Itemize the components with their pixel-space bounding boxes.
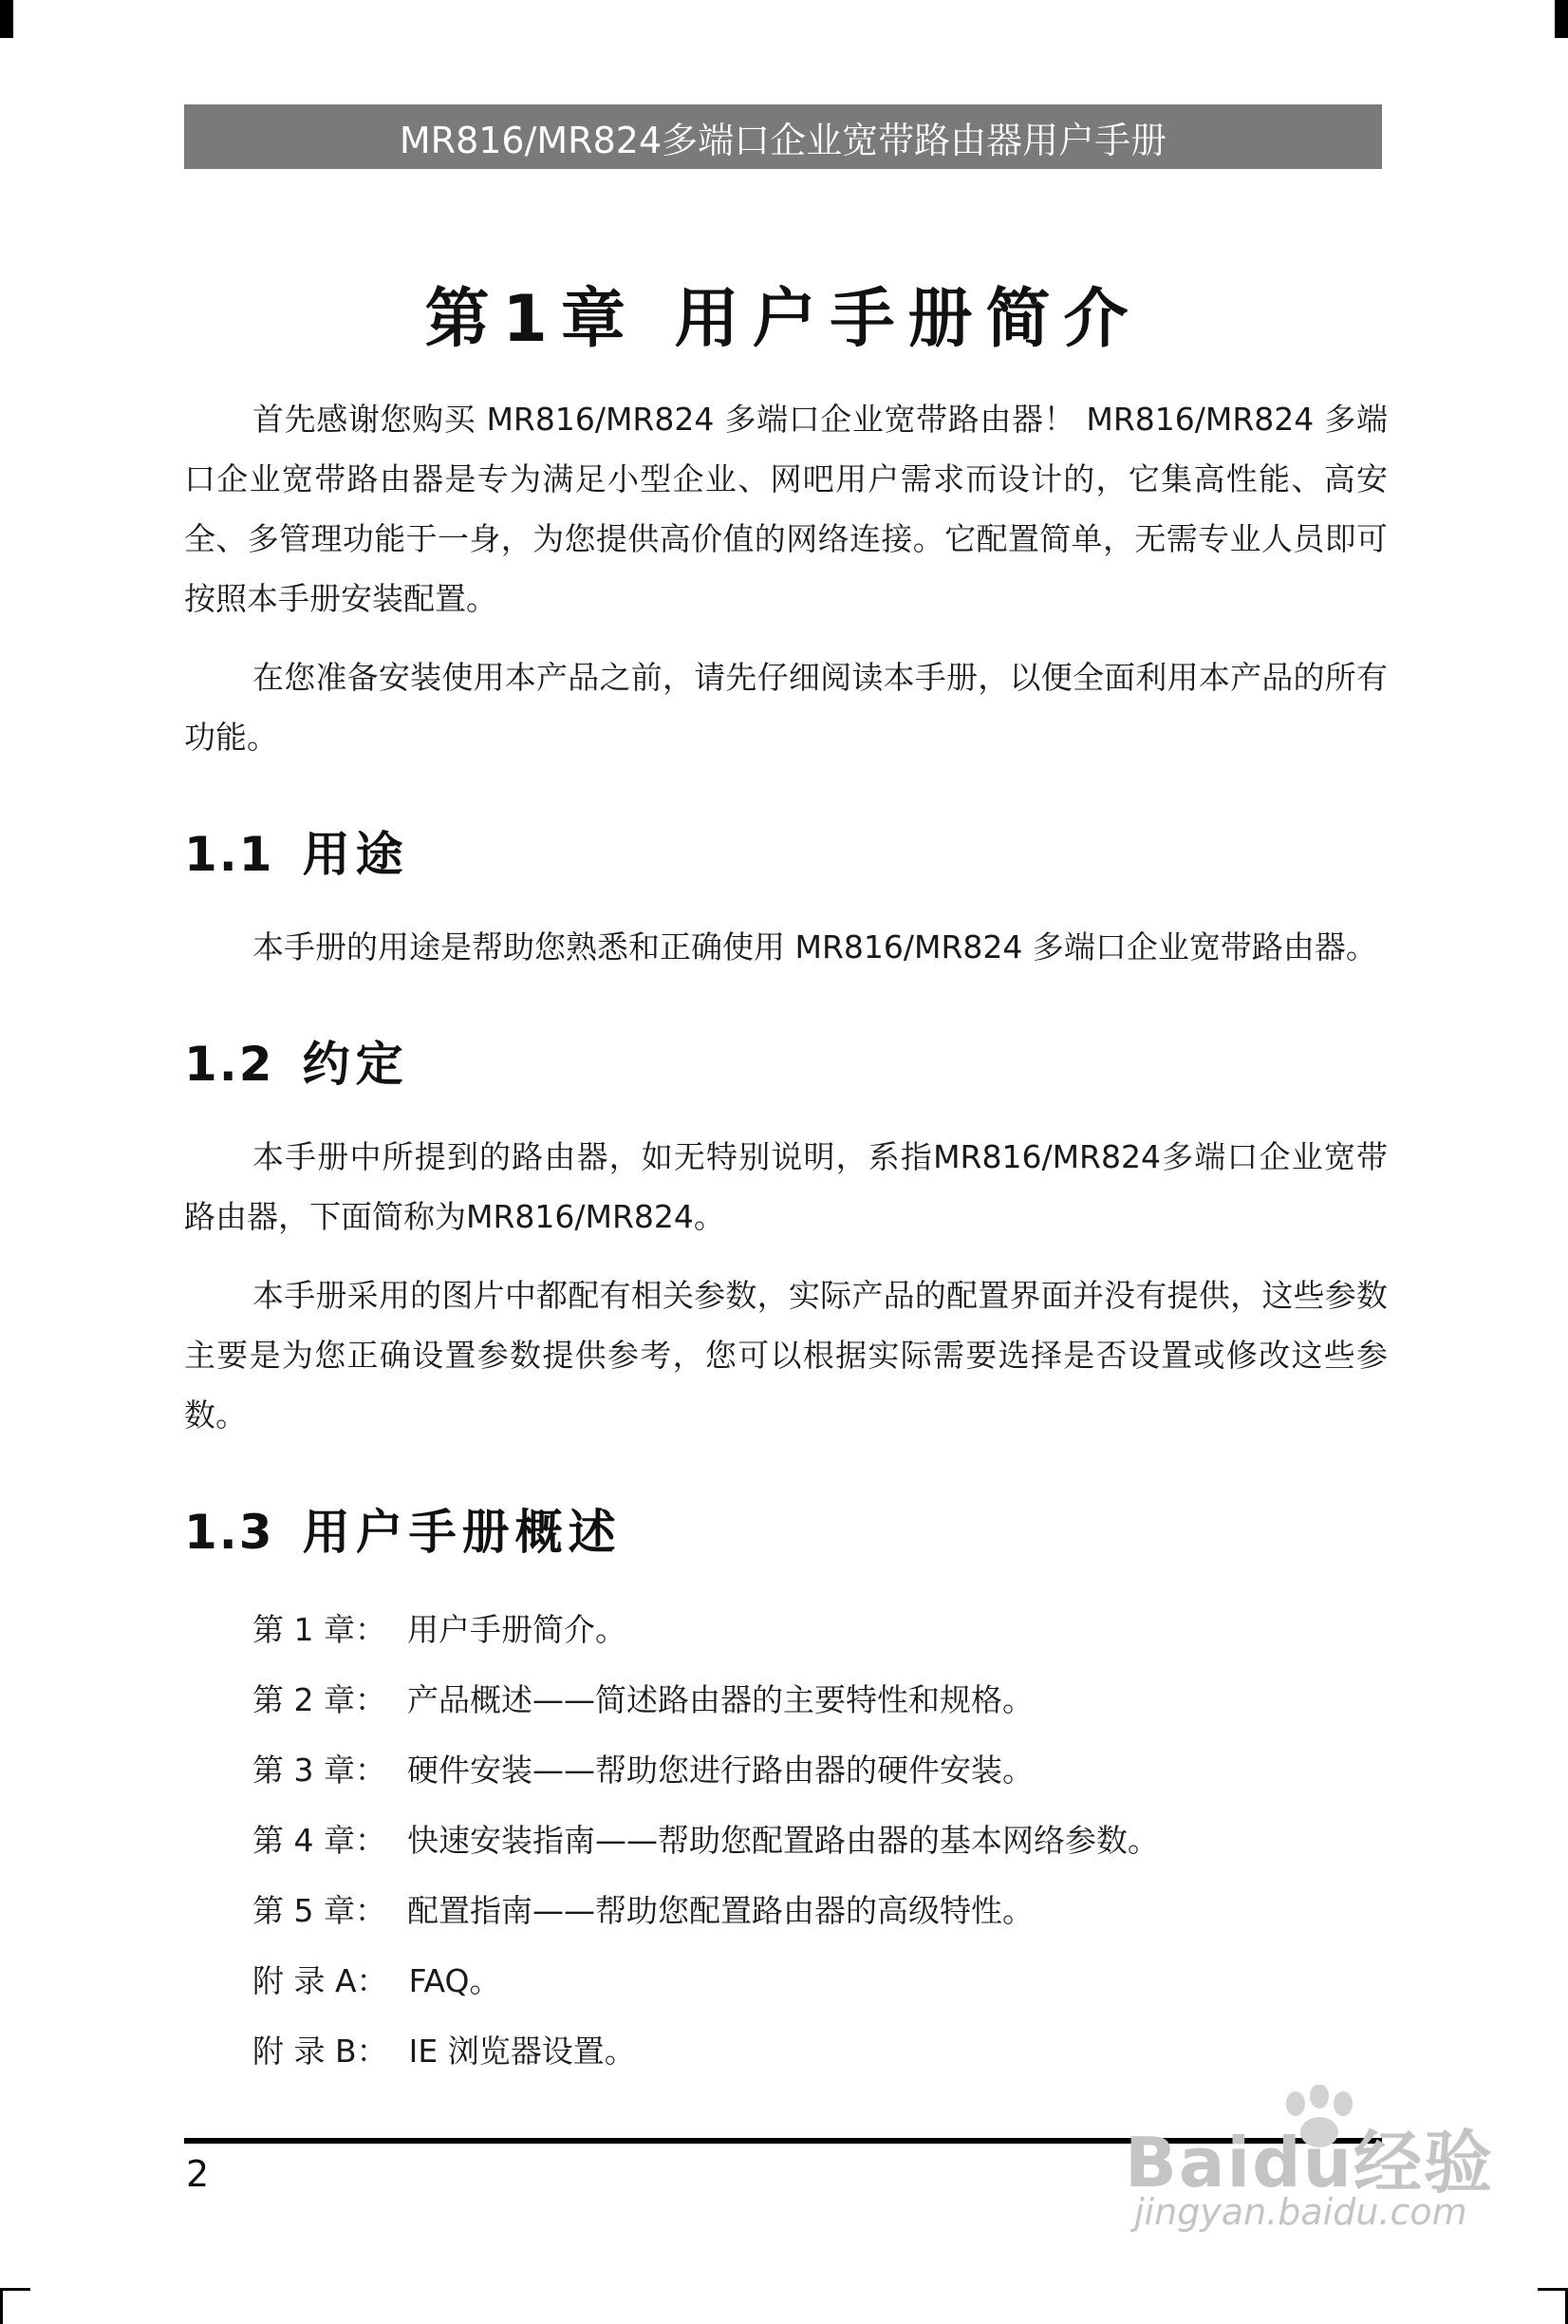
toc-item (184, 2016, 1388, 2087)
chapter-title: 第1章 用户手册简介 (424, 282, 1142, 357)
section-1-2-paragraph-2: 本手册采用的图片中都配有相关参数，实际产品的配置界面并没有提供，这些参数主要是为您正确设置参数提供参考，您可以根据实际需要选择是否设置或修改这些参数。 (184, 1277, 1388, 1434)
watermark-brand: Baidu经验 (1125, 2123, 1494, 2202)
crop-mark-top-left (0, 0, 13, 38)
toc-text: FAQ。 (408, 1962, 501, 1999)
watermark-url: jingyan.baidu.com (1134, 2191, 1467, 2233)
section-title: 用户手册概述 (302, 1505, 622, 1560)
toc-text: 硬件安装——帮助您进行路由器的硬件安装。 (406, 1752, 1034, 1789)
toc-text: 配置指南——帮助您配置路由器的高级特性。 (406, 1892, 1034, 1929)
toc-item (184, 1735, 1388, 1806)
toc-label: 第 2 章： (252, 1681, 386, 1718)
section-number: 1.1 (184, 827, 274, 882)
toc-label: 第 5 章： (252, 1892, 386, 1929)
intro-paragraph-2: 在您准备安装使用本产品之前，请先仔细阅读本手册，以便全面利用本产品的所有功能。 (184, 659, 1388, 756)
toc-item (184, 1595, 1388, 1665)
crop-mark-bottom-left-h (0, 2288, 30, 2291)
baidu-watermark (1115, 2085, 1495, 2237)
crop-mark-bottom-left-v (0, 2288, 3, 2324)
toc-label: 第 4 章： (252, 1822, 386, 1859)
toc-label: 附 录 B： (252, 2033, 388, 2070)
toc-label: 附 录 A： (252, 1962, 388, 1999)
running-header (184, 104, 1382, 169)
toc-text: 产品概述——简述路由器的主要特性和规格。 (406, 1681, 1034, 1718)
section-number: 1.3 (184, 1505, 274, 1560)
toc-label: 第 3 章： (252, 1752, 386, 1789)
section-heading-1-2 (184, 1026, 1388, 1095)
toc-item (184, 1946, 1388, 2016)
toc-label: 第 1 章： (252, 1611, 386, 1648)
toc-list (184, 1595, 1388, 2087)
section-1-1-paragraph: 本手册的用途是帮助您熟悉和正确使用 MR816/MR824 多端口企业宽带路由器。 (252, 928, 1377, 965)
section-1-2-paragraph-1: 本手册中所提到的路由器，如无特别说明，系指MR816/MR824多端口企业宽带路由器，下面简称为MR816/MR824。 (184, 1138, 1388, 1235)
page-number: 2 (186, 2153, 210, 2195)
section-title: 用途 (302, 827, 409, 882)
running-header-title: MR816/MR824多端口企业宽带路由器用户手册 (399, 119, 1167, 161)
toc-item (184, 1665, 1388, 1735)
toc-item (184, 1806, 1388, 1876)
page-content (184, 389, 1388, 2087)
toc-text: 用户手册简介。 (406, 1611, 626, 1648)
intro-paragraph-1: 首先感谢您购买 MR816/MR824 多端口企业宽带路由器！ MR816/MR824 多端口企业宽带路由器是专为满足小型企业、网吧用户需求而设计的，它集高性能、高安全、多管理功能于一身，为您提供高价值的网络连接。它配置简单，无需专业人员即可按照本手册安装配置。 (184, 401, 1388, 617)
toc-item (184, 1876, 1388, 1946)
section-heading-1-3 (184, 1494, 1388, 1563)
crop-mark-bottom-right-h (1538, 2288, 1568, 2291)
crop-mark-top-right (1555, 0, 1568, 38)
section-heading-1-1 (184, 816, 1388, 885)
section-title: 约定 (302, 1037, 409, 1092)
toc-text: IE 浏览器设置。 (408, 2033, 636, 2070)
toc-text: 快速安装指南——帮助您配置路由器的基本网络参数。 (406, 1822, 1159, 1859)
section-number: 1.2 (184, 1037, 274, 1092)
